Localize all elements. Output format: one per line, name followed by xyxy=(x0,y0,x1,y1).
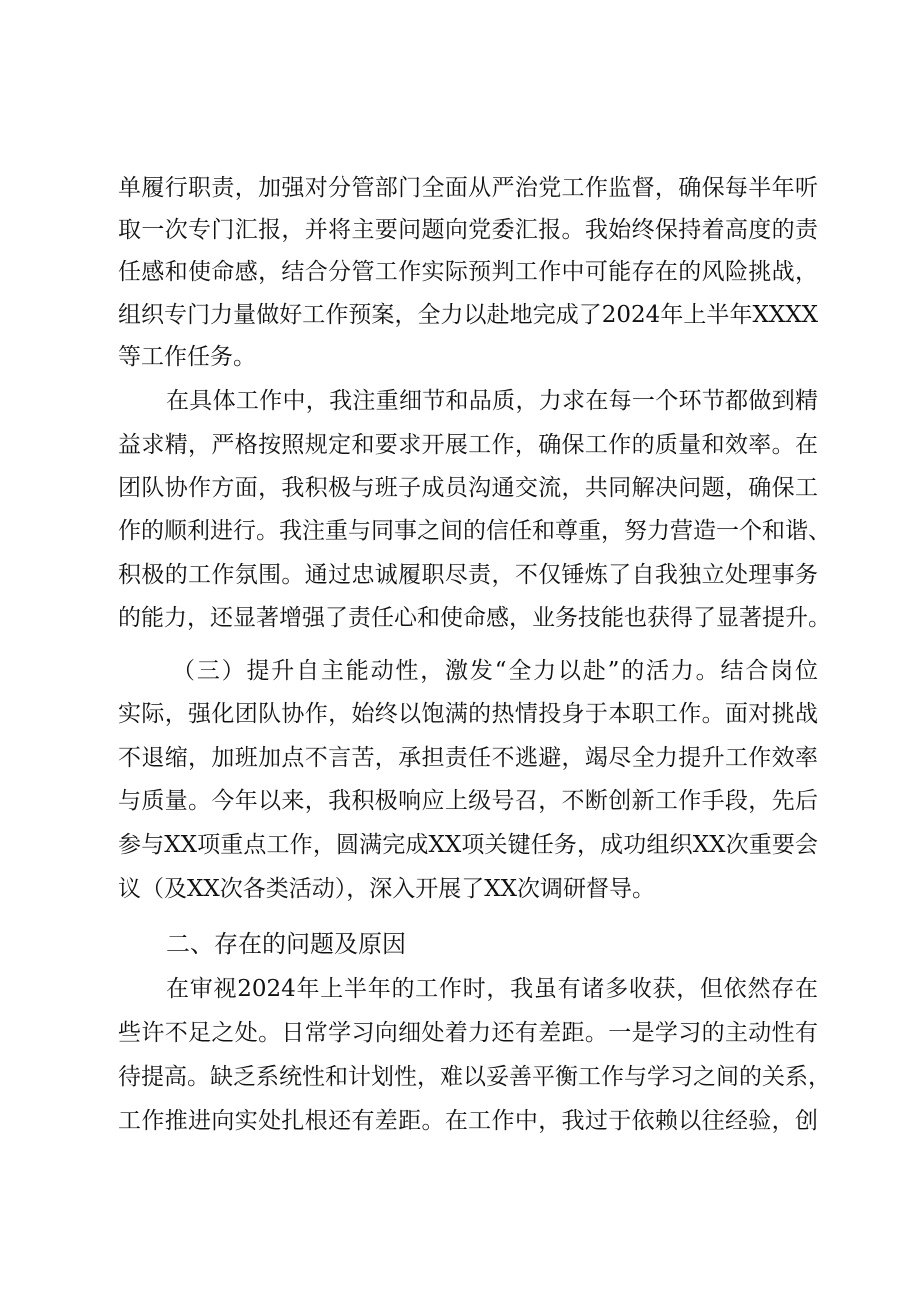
body-text-line: 参与XX项重点工作，圆满完成XX项关键任务，成功组织XX次重要会 xyxy=(118,832,818,858)
body-text-line: 等工作任务。 xyxy=(118,344,256,370)
section-heading: 二、存在的问题及原因 xyxy=(166,930,406,958)
body-text-line: 议（及XX次各类活动），深入开展了XX次调研督导。 xyxy=(118,876,655,902)
body-text-line: 的能力，还显著增强了责任心和使命感，业务技能也获得了显著提升。 xyxy=(118,605,831,631)
body-text-line: 待提高。缺乏系统性和计划性，难以妥善平衡工作与学习之间的关系， xyxy=(118,1064,831,1090)
body-text-line: 在具体工作中，我注重细节和品质，力求在每一个环节都做到精 xyxy=(166,388,818,414)
body-text-line: 单履行职责，加强对分管部门全面从严治党工作监督，确保每半年听 xyxy=(118,175,818,201)
body-text-line: 不退缩，加班加点不言苦，承担责任不逃避，竭尽全力提升工作效率 xyxy=(118,745,818,771)
body-text-line: 益求精，严格按照规定和要求开展工作，确保工作的质量和效率。在 xyxy=(118,432,818,458)
body-text-line: 实际，强化团队协作，始终以饱满的热情投身于本职工作。面对挑战 xyxy=(118,701,818,727)
body-text-line: 团队协作方面，我积极与班子成员沟通交流，共同解决问题，确保工 xyxy=(118,475,818,501)
body-text-line: 作的顺利进行。我注重与同事之间的信任和尊重，努力营造一个和谐、 xyxy=(118,518,831,544)
body-text-line: 取一次专门汇报，并将主要问题向党委汇报。我始终保持着高度的责 xyxy=(118,217,818,243)
body-text-line: 组织专门力量做好工作预案，全力以赴地完成了2024年上半年XXXX xyxy=(118,302,818,328)
body-text-line: 任感和使命感，结合分管工作实际预判工作中可能存在的风险挑战， xyxy=(118,259,818,285)
body-text-line: 些许不足之处。日常学习向细处着力还有差距。一是学习的主动性有 xyxy=(118,1020,818,1046)
body-text-line: 积极的工作氛围。通过忠诚履职尽责，不仅锤炼了自我独立处理事务 xyxy=(118,562,818,588)
body-text-line: 与质量。今年以来，我积极响应上级号召，不断创新工作手段，先后 xyxy=(118,788,818,814)
body-text-line: 工作推进向实处扎根还有差距。在工作中，我过于依赖以往经验，创 xyxy=(118,1108,818,1134)
body-text-line: 在审视2024年上半年的工作时，我虽有诸多收获，但依然存在 xyxy=(166,976,818,1002)
subheading-text-line: （三）提升自主能动性，激发“全力以赴”的活力。结合岗位 xyxy=(172,658,818,684)
